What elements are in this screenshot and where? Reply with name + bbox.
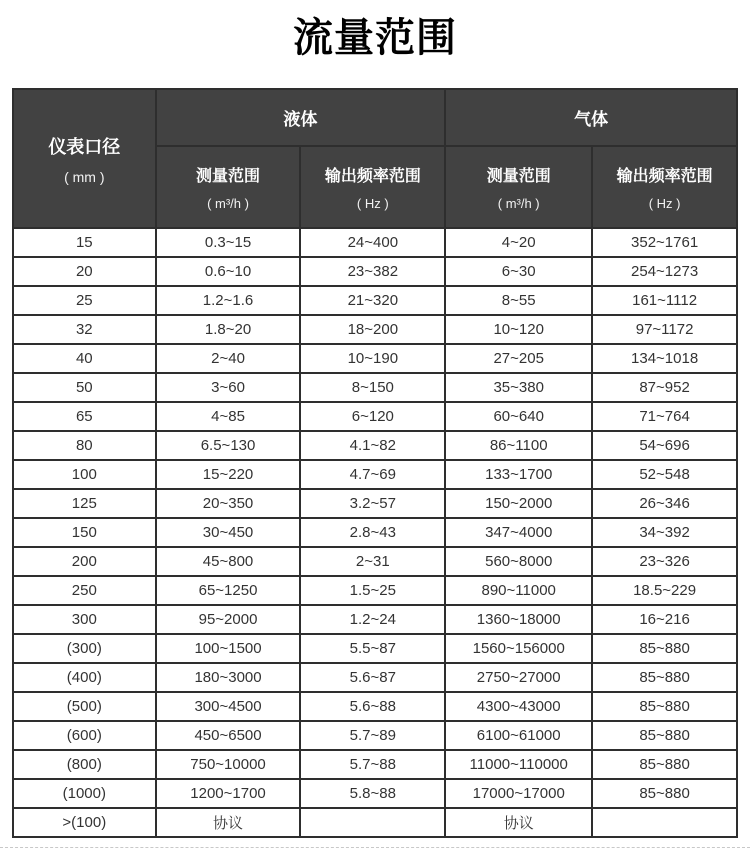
liquid-measure-range-cell: 450~6500 <box>156 721 301 750</box>
page-title: 流量范围 <box>293 16 457 60</box>
diameter-cell: (600) <box>13 721 156 750</box>
gas-output-frequency-cell: 85~880 <box>592 634 737 663</box>
diameter-cell: >(100) <box>13 808 156 837</box>
gas-output-frequency-cell: 23~326 <box>592 547 737 576</box>
diameter-cell: 100 <box>13 460 156 489</box>
diameter-cell: 32 <box>13 315 156 344</box>
gas-measure-range-cell: 150~2000 <box>445 489 592 518</box>
liquid-measure-range-cell: 协议 <box>156 808 301 837</box>
gas-output-frequency-cell: 161~1112 <box>592 286 737 315</box>
gas-measure-range-cell: 4300~43000 <box>445 692 592 721</box>
liquid-output-frequency-cell: 5.7~88 <box>300 750 445 779</box>
liquid-measure-range-cell: 300~4500 <box>156 692 301 721</box>
table-row <box>13 750 737 779</box>
table-row <box>13 286 737 315</box>
table-row <box>13 344 737 373</box>
column-header-diameter <box>13 89 156 228</box>
liquid-output-frequency-cell: 23~382 <box>300 257 445 286</box>
diameter-cell: 65 <box>13 402 156 431</box>
liquid-output-frequency-cell: 10~190 <box>300 344 445 373</box>
table-row <box>13 460 737 489</box>
gas-measure-range-cell: 11000~110000 <box>445 750 592 779</box>
table-header <box>13 89 737 228</box>
gas-output-frequency-cell: 34~392 <box>592 518 737 547</box>
bottom-divider <box>0 847 750 848</box>
liquid-output-frequency-cell: 8~150 <box>300 373 445 402</box>
liquid-measure-range-cell: 6.5~130 <box>156 431 301 460</box>
column-header-liquid-output-frequency <box>300 146 445 228</box>
gas-output-frequency-cell: 85~880 <box>592 663 737 692</box>
diameter-cell: 80 <box>13 431 156 460</box>
liquid-measure-range-cell: 2~40 <box>156 344 301 373</box>
liquid-measure-range-unit: ( m³/h ) <box>207 196 249 211</box>
liquid-measure-range-cell: 3~60 <box>156 373 301 402</box>
diameter-cell: (800) <box>13 750 156 779</box>
table-row <box>13 605 737 634</box>
group-header-gas: 气体 <box>445 89 737 146</box>
liquid-measure-range-cell: 1.8~20 <box>156 315 301 344</box>
gas-measure-range-cell: 1560~156000 <box>445 634 592 663</box>
liquid-measure-range-cell: 0.6~10 <box>156 257 301 286</box>
column-header-gas-measure-range <box>445 146 592 228</box>
table-row <box>13 431 737 460</box>
gas-output-frequency-label: 输出频率范围 <box>616 168 713 185</box>
gas-measure-range-cell: 4~20 <box>445 228 592 257</box>
diameter-header-unit: ( mm ) <box>64 168 105 185</box>
liquid-output-frequency-cell: 4.7~69 <box>300 460 445 489</box>
table-row <box>13 663 737 692</box>
diameter-cell: (300) <box>13 634 156 663</box>
gas-output-frequency-cell: 71~764 <box>592 402 737 431</box>
diameter-cell: 125 <box>13 489 156 518</box>
gas-measure-range-cell: 560~8000 <box>445 547 592 576</box>
gas-measure-range-cell: 2750~27000 <box>445 663 592 692</box>
liquid-output-frequency-cell: 5.8~88 <box>300 779 445 808</box>
liquid-measure-range-cell: 20~350 <box>156 489 301 518</box>
diameter-cell: 250 <box>13 576 156 605</box>
liquid-output-frequency-cell: 5.6~87 <box>300 663 445 692</box>
liquid-output-frequency-cell: 3.2~57 <box>300 489 445 518</box>
table-row <box>13 721 737 750</box>
gas-output-frequency-cell: 52~548 <box>592 460 737 489</box>
table-row <box>13 402 737 431</box>
table-row <box>13 315 737 344</box>
gas-output-frequency-cell: 85~880 <box>592 779 737 808</box>
liquid-measure-range-label: 测量范围 <box>196 168 261 185</box>
gas-output-frequency-cell <box>592 808 737 837</box>
diameter-cell: (500) <box>13 692 156 721</box>
gas-measure-range-cell: 8~55 <box>445 286 592 315</box>
table-row <box>13 228 737 257</box>
liquid-measure-range-cell: 1.2~1.6 <box>156 286 301 315</box>
liquid-measure-range-cell: 15~220 <box>156 460 301 489</box>
liquid-measure-range-cell: 100~1500 <box>156 634 301 663</box>
header-row-groups <box>13 89 737 146</box>
gas-output-frequency-cell: 18.5~229 <box>592 576 737 605</box>
liquid-output-frequency-cell: 24~400 <box>300 228 445 257</box>
gas-output-frequency-cell: 85~880 <box>592 692 737 721</box>
liquid-output-frequency-cell: 5.7~89 <box>300 721 445 750</box>
liquid-measure-range-cell: 45~800 <box>156 547 301 576</box>
liquid-output-frequency-cell <box>300 808 445 837</box>
gas-measure-range-cell: 133~1700 <box>445 460 592 489</box>
gas-output-frequency-cell: 26~346 <box>592 489 737 518</box>
diameter-cell: 300 <box>13 605 156 634</box>
liquid-output-frequency-cell: 1.5~25 <box>300 576 445 605</box>
liquid-measure-range-cell: 65~1250 <box>156 576 301 605</box>
diameter-cell: 200 <box>13 547 156 576</box>
gas-measure-range-cell: 890~11000 <box>445 576 592 605</box>
column-header-liquid-measure-range <box>156 146 301 228</box>
liquid-output-frequency-cell: 6~120 <box>300 402 445 431</box>
liquid-measure-range-cell: 0.3~15 <box>156 228 301 257</box>
liquid-measure-range-cell: 180~3000 <box>156 663 301 692</box>
liquid-output-frequency-cell: 21~320 <box>300 286 445 315</box>
table-row <box>13 634 737 663</box>
liquid-measure-range-cell: 4~85 <box>156 402 301 431</box>
gas-output-frequency-unit: ( Hz ) <box>648 196 681 211</box>
liquid-output-frequency-cell: 2~31 <box>300 547 445 576</box>
gas-output-frequency-cell: 87~952 <box>592 373 737 402</box>
gas-measure-range-cell: 27~205 <box>445 344 592 373</box>
diameter-cell: 150 <box>13 518 156 547</box>
table-row <box>13 576 737 605</box>
gas-output-frequency-cell: 254~1273 <box>592 257 737 286</box>
table-row <box>13 489 737 518</box>
diameter-cell: 20 <box>13 257 156 286</box>
liquid-measure-range-cell: 30~450 <box>156 518 301 547</box>
column-header-gas-output-frequency <box>592 146 737 228</box>
liquid-output-frequency-cell: 4.1~82 <box>300 431 445 460</box>
diameter-cell: 25 <box>13 286 156 315</box>
liquid-output-frequency-cell: 1.2~24 <box>300 605 445 634</box>
liquid-output-frequency-unit: ( Hz ) <box>356 196 389 211</box>
liquid-measure-range-cell: 750~10000 <box>156 750 301 779</box>
liquid-measure-range-cell: 95~2000 <box>156 605 301 634</box>
gas-measure-range-cell: 6~30 <box>445 257 592 286</box>
liquid-output-frequency-cell: 2.8~43 <box>300 518 445 547</box>
gas-measure-range-cell: 6100~61000 <box>445 721 592 750</box>
table-row <box>13 257 737 286</box>
gas-measure-range-cell: 35~380 <box>445 373 592 402</box>
gas-measure-range-cell: 347~4000 <box>445 518 592 547</box>
liquid-output-frequency-cell: 5.5~87 <box>300 634 445 663</box>
gas-output-frequency-cell: 352~1761 <box>592 228 737 257</box>
flow-range-table <box>12 88 738 838</box>
gas-output-frequency-cell: 97~1172 <box>592 315 737 344</box>
gas-output-frequency-cell: 85~880 <box>592 750 737 779</box>
table-row <box>13 373 737 402</box>
table-row <box>13 518 737 547</box>
gas-output-frequency-cell: 85~880 <box>592 721 737 750</box>
liquid-output-frequency-label: 输出频率范围 <box>324 168 421 185</box>
diameter-cell: 50 <box>13 373 156 402</box>
gas-measure-range-cell: 协议 <box>445 808 592 837</box>
diameter-cell: 40 <box>13 344 156 373</box>
liquid-measure-range-cell: 1200~1700 <box>156 779 301 808</box>
gas-measure-range-unit: ( m³/h ) <box>497 196 540 211</box>
gas-measure-range-cell: 60~640 <box>445 402 592 431</box>
gas-measure-range-cell: 1360~18000 <box>445 605 592 634</box>
table-row <box>13 692 737 721</box>
table-row <box>13 808 737 837</box>
diameter-cell: (1000) <box>13 779 156 808</box>
gas-output-frequency-cell: 54~696 <box>592 431 737 460</box>
diameter-cell: (400) <box>13 663 156 692</box>
table-row <box>13 547 737 576</box>
gas-measure-range-cell: 10~120 <box>445 315 592 344</box>
gas-output-frequency-cell: 134~1018 <box>592 344 737 373</box>
gas-measure-range-label: 测量范围 <box>486 168 551 185</box>
table-row <box>13 779 737 808</box>
table-body <box>13 228 737 837</box>
group-header-liquid: 液体 <box>156 89 446 146</box>
gas-measure-range-cell: 17000~17000 <box>445 779 592 808</box>
liquid-output-frequency-cell: 5.6~88 <box>300 692 445 721</box>
gas-measure-range-cell: 86~1100 <box>445 431 592 460</box>
liquid-output-frequency-cell: 18~200 <box>300 315 445 344</box>
diameter-cell: 15 <box>13 228 156 257</box>
gas-output-frequency-cell: 16~216 <box>592 605 737 634</box>
diameter-header-label: 仪表口径 <box>48 136 121 157</box>
